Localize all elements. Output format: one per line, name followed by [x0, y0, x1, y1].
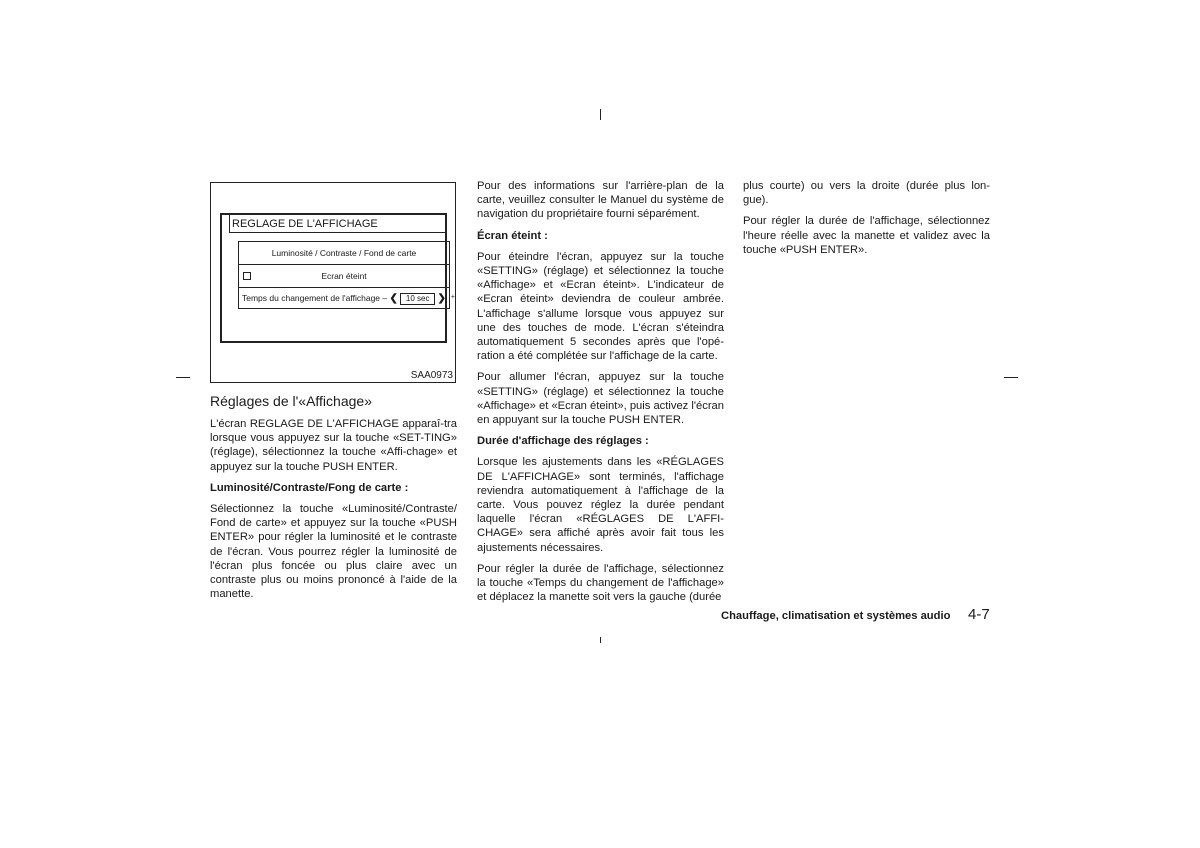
display-duration-paragraph-1: Lorsque les ajustements dans les «RÉGLAGES DE L'AFFICHAGE» sont terminés, l'affichage reviendra automatiquement à l'affichage de la carte. Vous pouvez réglez la durée pendant laquelle l'écran «RÉGLAGES DE L'AFFI-CHAGE» sera affiché après avoir fait tous les ajustements nécessaires.: [477, 456, 724, 554]
screen-off-paragraph-1: Pour éteindre l'écran, appuyez sur la touche «SETTING» (réglage) et sélectionnez la touche «Affichage» et «Ecran éteint». L'indicateur de «Ecran éteint» deviendra de couleur ambrée. L'affichage s'allume lorsque vous appuyez sur une des touches de mode. L'écran s'éteindra automatiquement 5 secondes après que l'opé-ration a été complétée sur l'affichage de la carte.: [477, 250, 724, 363]
settings-menu: [238, 241, 455, 309]
chevron-left-icon: ❮: [389, 293, 398, 304]
column-3: [743, 179, 990, 264]
figure-code: SAA0973: [410, 370, 453, 381]
screen-title: REGLAGE DE L'AFFICHAGE: [232, 218, 378, 230]
intro-paragraph: L'écran REGLAGE DE L'AFFICHAGE apparaî-tra lorsque vous appuyez sur la touche «SET-TING» (réglage), sélectionnez la touche «Affi-chage» et appuyez sur la touche PUSH ENTER.: [210, 418, 457, 473]
column-1: [210, 417, 457, 608]
menu-item-brightness[interactable]: Luminosité / Contraste / Fond de carte: [239, 242, 449, 265]
menu-item-display-time[interactable]: [239, 287, 455, 309]
screen-off-paragraph-2: Pour allumer l'écran, appuyez sur la touche «SETTING» (réglage) et sélectionnez la touche «Affichage» et «Ecran éteint», puis activez l'écran en appuyant sur la touche PUSH ENTER.: [477, 371, 724, 427]
background-info-paragraph: Pour des informations sur l'arrière-plan de la carte, veuillez consulter le Manuel du système de navigation du propriétaire fourni séparément.: [477, 180, 724, 221]
crop-mark-top: [600, 109, 601, 120]
footer-section-title: Chauffage, climatisation et systèmes audio: [721, 610, 951, 622]
time-setting-paragraph: Pour régler la durée de l'affichage, sélectionnez l'heure réelle avec la manette et validez avec la touche «PUSH ENTER».: [743, 215, 990, 256]
display-duration-paragraph-2: Pour régler la durée de l'affichage, sélectionnez la touche «Temps du changement de l'affichage» et déplacez la manette soit vers la gauche (durée: [477, 562, 724, 604]
menu-item-screen-off[interactable]: [239, 265, 449, 288]
page-number: 4-7: [968, 606, 990, 623]
section-title: Réglages de l'«Affichage»: [210, 393, 372, 409]
plus-sign: +: [450, 294, 455, 301]
display-time-label: Temps du changement de l'affichage –: [242, 293, 388, 303]
menu-item-screen-off-label: Ecran éteint: [321, 271, 367, 281]
column-2: [477, 179, 724, 611]
checkbox-icon: [243, 272, 251, 280]
continuation-paragraph: plus courte) ou vers la droite (durée plus lon-gue).: [743, 180, 990, 207]
heading-brightness: Luminosité/Contraste/Fong de carte :: [210, 481, 409, 494]
chevron-right-icon: ❯: [437, 293, 446, 304]
crop-mark-left: [176, 377, 190, 378]
crop-mark-right: [1004, 377, 1018, 378]
display-screen: [220, 213, 455, 343]
crop-mark-bottom: [600, 637, 601, 643]
display-time-value: 10 sec: [400, 293, 436, 305]
heading-screen-off: Écran éteint :: [477, 229, 548, 242]
heading-display-duration: Durée d'affichage des réglages :: [477, 435, 649, 448]
brightness-paragraph: Sélectionnez la touche «Luminosité/Contraste/ Fond de carte» et appuyez sur la touche «PUSH ENTER» pour régler la luminosité et le contraste de l'écran. Vous pourrez régler la luminosité de l'écran plus foncée ou plus claire avec un contraste plus ou moins prononcé à l'aide de la manette.: [210, 503, 457, 601]
display-settings-figure: [210, 182, 456, 383]
